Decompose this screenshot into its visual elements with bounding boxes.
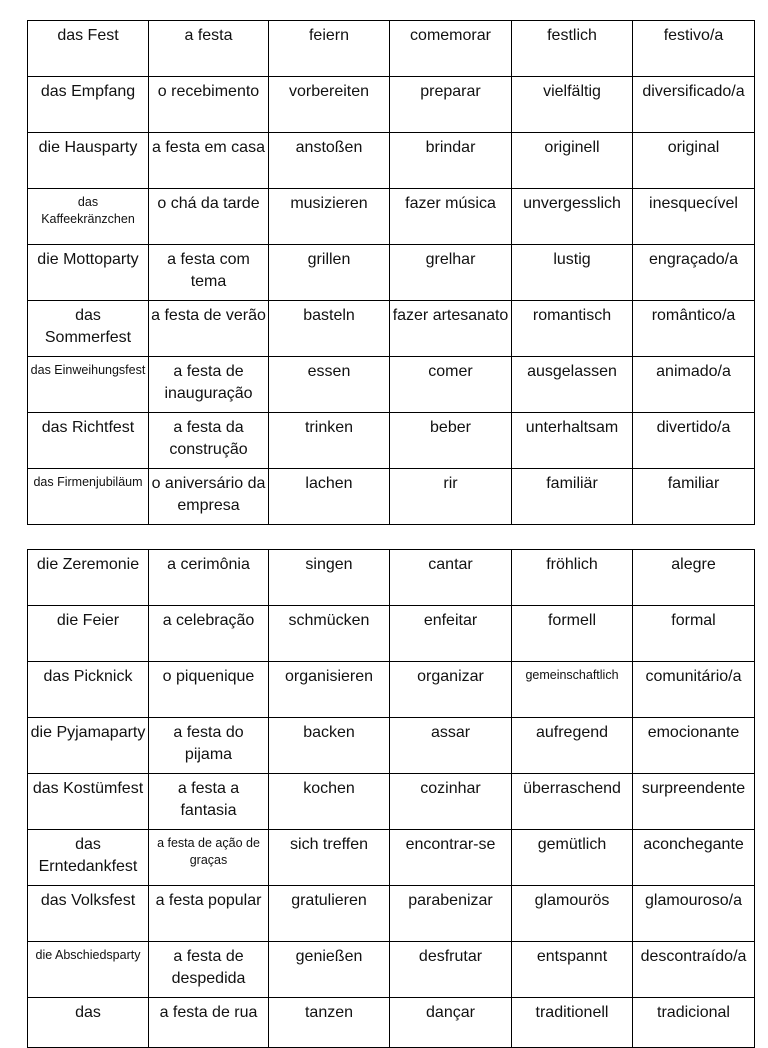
cell-portuguese-verb: preparar [390,77,512,133]
cell-portuguese-adjective: emocionante [633,718,755,774]
cell-german-noun: das Erntedankfest [28,830,149,886]
cell-german-verb: tanzen [269,998,390,1048]
cell-portuguese-adjective: alegre [633,550,755,606]
cell-german-adjective: gemütlich [512,830,633,886]
cell-german-verb: sich treffen [269,830,390,886]
cell-portuguese-noun: o chá da tarde [149,189,269,245]
cell-german-noun: das Fest [28,21,149,77]
cell-portuguese-adjective: tradicional [633,998,755,1048]
cell-portuguese-noun: o recebimento [149,77,269,133]
vocab-table-1 [27,20,755,525]
cell-portuguese-noun: a festa com tema [149,245,269,301]
table-row [28,413,755,469]
cell-german-verb: essen [269,357,390,413]
cell-portuguese-adjective: romântico/a [633,301,755,357]
cell-portuguese-verb: enfeitar [390,606,512,662]
cell-german-noun: die Mottoparty [28,245,149,301]
cell-german-adjective: romantisch [512,301,633,357]
cell-portuguese-verb: cantar [390,550,512,606]
table-row [28,357,755,413]
cell-german-adjective: traditionell [512,998,633,1048]
cell-portuguese-adjective: aconchegante [633,830,755,886]
cell-german-verb: trinken [269,413,390,469]
cell-portuguese-noun: a celebração [149,606,269,662]
cell-portuguese-verb: fazer música [390,189,512,245]
cell-portuguese-verb: cozinhar [390,774,512,830]
cell-portuguese-verb: assar [390,718,512,774]
table-row [28,77,755,133]
cell-german-verb: musizieren [269,189,390,245]
vocab-table-2-body [28,550,755,1048]
cell-german-adjective: formell [512,606,633,662]
cell-portuguese-noun: a festa do pijama [149,718,269,774]
table-row [28,774,755,830]
cell-german-verb: kochen [269,774,390,830]
cell-portuguese-noun: a festa de verão [149,301,269,357]
table-row [28,830,755,886]
cell-german-noun: das Richtfest [28,413,149,469]
vocab-table-1-body [28,21,755,525]
cell-german-noun: das Einweihungsfest [28,357,149,413]
cell-portuguese-adjective: familiar [633,469,755,525]
cell-german-verb: grillen [269,245,390,301]
cell-german-noun: die Abschiedsparty [28,942,149,998]
cell-portuguese-verb: dançar [390,998,512,1048]
cell-portuguese-adjective: descontraído/a [633,942,755,998]
cell-portuguese-verb: organizar [390,662,512,718]
cell-portuguese-noun: a festa de inauguração [149,357,269,413]
cell-portuguese-adjective: diversificado/a [633,77,755,133]
cell-german-verb: vorbereiten [269,77,390,133]
cell-portuguese-adjective: comunitário/a [633,662,755,718]
cell-german-noun: die Zeremonie [28,550,149,606]
cell-portuguese-verb: parabenizar [390,886,512,942]
cell-portuguese-noun: a festa [149,21,269,77]
cell-german-adjective: ausgelassen [512,357,633,413]
table-row [28,718,755,774]
cell-german-verb: lachen [269,469,390,525]
cell-german-verb: backen [269,718,390,774]
cell-portuguese-noun: a festa de rua [149,998,269,1048]
cell-german-verb: basteln [269,301,390,357]
cell-german-verb: gratulieren [269,886,390,942]
cell-german-adjective: familiär [512,469,633,525]
table-row [28,469,755,525]
table-row [28,189,755,245]
table-row [28,886,755,942]
vocab-table-2 [27,549,755,1048]
cell-german-adjective: fröhlich [512,550,633,606]
cell-german-noun: das Empfang [28,77,149,133]
cell-german-noun: die Hausparty [28,133,149,189]
cell-german-adjective: unterhaltsam [512,413,633,469]
cell-portuguese-noun: a festa de despedida [149,942,269,998]
cell-german-noun: das Sommerfest [28,301,149,357]
cell-portuguese-noun: a festa a fantasia [149,774,269,830]
cell-portuguese-noun: a cerimônia [149,550,269,606]
table-row [28,662,755,718]
table-row [28,606,755,662]
cell-german-adjective: vielfältig [512,77,633,133]
cell-german-adjective: originell [512,133,633,189]
cell-german-verb: genießen [269,942,390,998]
cell-portuguese-adjective: divertido/a [633,413,755,469]
cell-german-adjective: überraschend [512,774,633,830]
cell-german-noun: das Picknick [28,662,149,718]
cell-portuguese-verb: beber [390,413,512,469]
cell-german-adjective: lustig [512,245,633,301]
cell-german-noun: das Volksfest [28,886,149,942]
table-row [28,245,755,301]
cell-german-verb: feiern [269,21,390,77]
cell-german-noun: das [28,998,149,1048]
cell-portuguese-noun: a festa em casa [149,133,269,189]
cell-portuguese-adjective: formal [633,606,755,662]
cell-portuguese-adjective: inesquecível [633,189,755,245]
cell-portuguese-adjective: surpreendente [633,774,755,830]
cell-german-adjective: gemeinschaftlich [512,662,633,718]
table-row [28,998,755,1048]
cell-portuguese-noun: o piquenique [149,662,269,718]
cell-german-verb: singen [269,550,390,606]
cell-german-noun: die Pyjamaparty [28,718,149,774]
cell-german-adjective: entspannt [512,942,633,998]
table-row [28,550,755,606]
cell-portuguese-verb: comemorar [390,21,512,77]
cell-portuguese-adjective: animado/a [633,357,755,413]
cell-portuguese-verb: desfrutar [390,942,512,998]
table-row [28,301,755,357]
cell-german-adjective: festlich [512,21,633,77]
table-row [28,942,755,998]
cell-german-adjective: unvergesslich [512,189,633,245]
cell-portuguese-verb: brindar [390,133,512,189]
cell-portuguese-verb: grelhar [390,245,512,301]
cell-portuguese-noun: a festa da construção [149,413,269,469]
cell-portuguese-adjective: glamouroso/a [633,886,755,942]
cell-portuguese-verb: encontrar-se [390,830,512,886]
cell-german-verb: organisieren [269,662,390,718]
cell-portuguese-verb: comer [390,357,512,413]
cell-portuguese-noun: o aniversário da empresa [149,469,269,525]
cell-portuguese-noun: a festa popular [149,886,269,942]
cell-german-noun: die Feier [28,606,149,662]
cell-german-adjective: glamourös [512,886,633,942]
table-row [28,133,755,189]
cell-portuguese-verb: fazer artesanato [390,301,512,357]
cell-german-adjective: aufregend [512,718,633,774]
cell-german-noun: das Kaffeekränzchen [28,189,149,245]
cell-portuguese-noun: a festa de ação de graças [149,830,269,886]
cell-portuguese-adjective: engraçado/a [633,245,755,301]
cell-german-noun: das Kostümfest [28,774,149,830]
cell-german-verb: schmücken [269,606,390,662]
cell-german-noun: das Firmenjubiläum [28,469,149,525]
cell-portuguese-verb: rir [390,469,512,525]
cell-portuguese-adjective: original [633,133,755,189]
table-row [28,21,755,77]
cell-german-verb: anstoßen [269,133,390,189]
cell-portuguese-adjective: festivo/a [633,21,755,77]
